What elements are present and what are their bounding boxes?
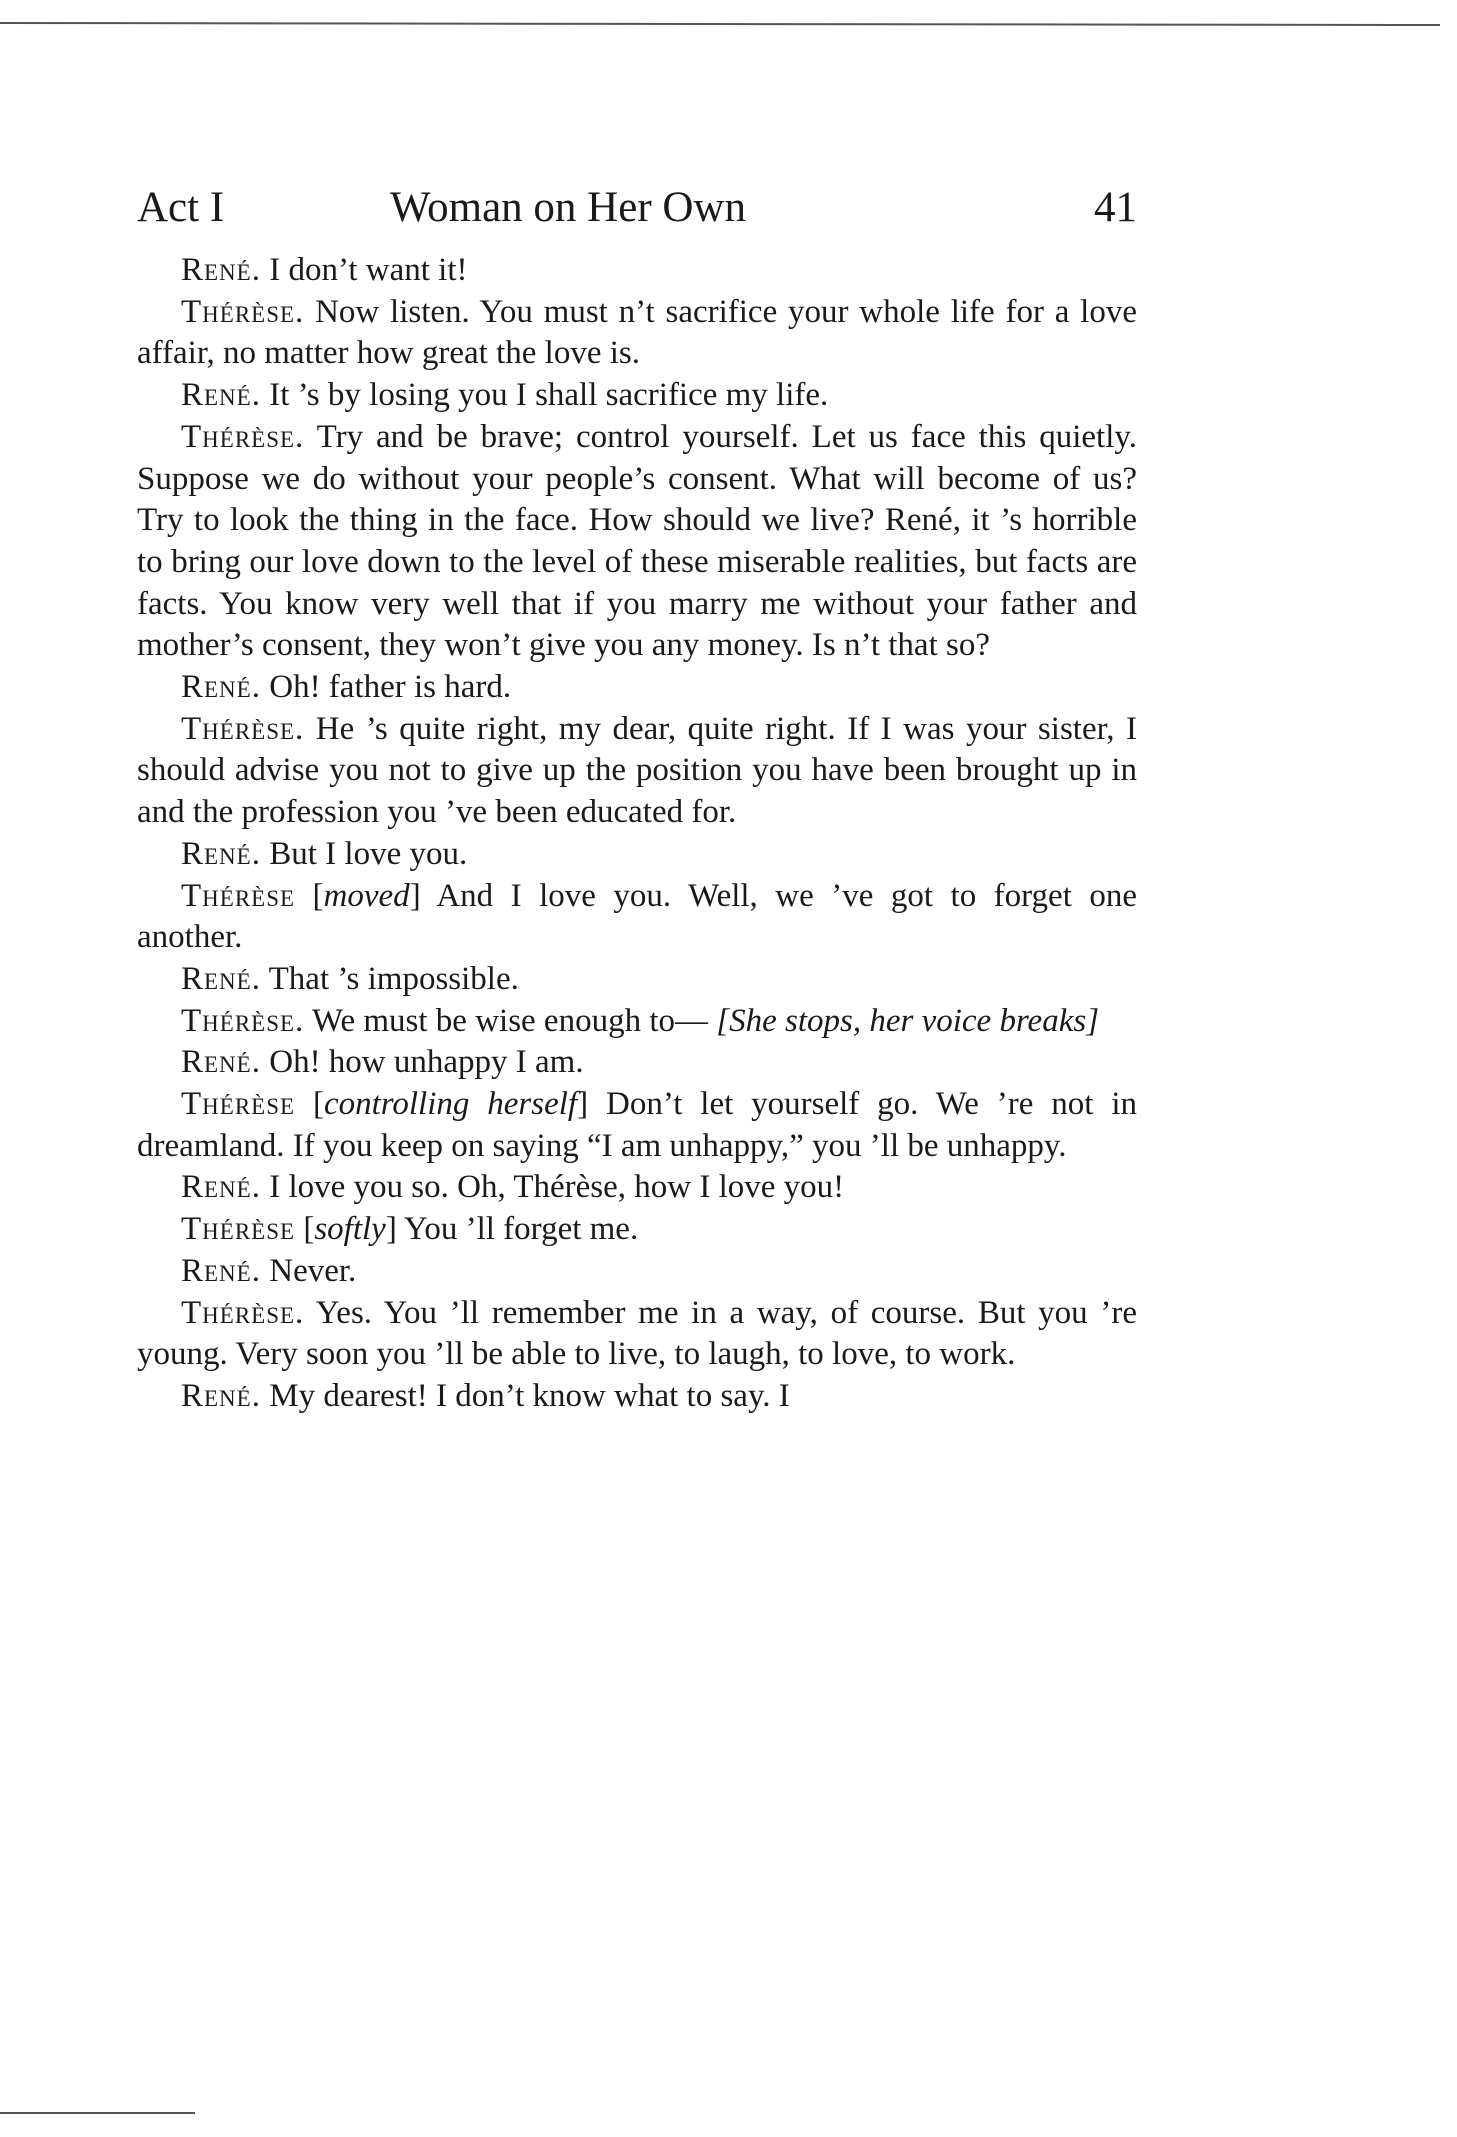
running-title: Woman on Her Own [390, 184, 746, 231]
bracket-open: [ [295, 1211, 315, 1248]
book-page [137, 178, 1137, 1418]
speech-text: We must be wise enough to— [304, 1002, 717, 1039]
dialogue-paragraph [137, 250, 1137, 292]
speech-text: That ’s impossible. [260, 960, 519, 997]
dialogue-paragraph [137, 1084, 1137, 1167]
speech-text: Yes. You ’ll remember me in a way, of course. But you ’re young. Very soon you ’ll be able to live, to laugh, to love, to work. [137, 1294, 1137, 1373]
speech-text: It ’s by losing you I shall sacrifice my life. [260, 377, 829, 414]
speaker-name: René. [181, 1252, 261, 1289]
speaker-name: René. [181, 252, 261, 288]
speaker-name: René. [181, 960, 261, 997]
speaker-name: Thérèse [181, 1086, 296, 1123]
speaker-name: Thérèse. [181, 1294, 305, 1331]
stage-direction: controlling herself [323, 1086, 578, 1123]
speaker-name: Thérèse. [181, 418, 305, 455]
dialogue-paragraph [137, 292, 1137, 375]
speaker-name: René. [181, 1044, 261, 1081]
bracket-open: [ [295, 877, 324, 914]
act-label: Act I [137, 184, 225, 231]
dialogue-paragraph [137, 959, 1137, 1001]
speech-text: Oh! father is hard. [260, 669, 512, 706]
top-rule [0, 22, 1440, 26]
speaker-name: René. [181, 1169, 261, 1206]
speech-text: And I love you. Well, we ’ve got to forget one another. [137, 877, 1137, 956]
dialogue-text [137, 250, 1137, 1418]
speech-text: Don’t let yourself go. We ’re not in dreamland. If you keep on saying “I am unhappy,” you ’ll be unhappy. [137, 1086, 1138, 1164]
speech-text: Oh! how unhappy I am. [260, 1044, 584, 1081]
dialogue-paragraph [137, 1042, 1137, 1084]
speaker-name: Thérèse. [181, 293, 305, 330]
dialogue-paragraph [137, 1251, 1137, 1293]
dialogue-paragraph [137, 375, 1137, 417]
speech-text: But I love you. [260, 835, 468, 872]
dialogue-paragraph [137, 709, 1137, 834]
speaker-name: René. [181, 669, 261, 706]
stage-direction: softly [314, 1211, 386, 1248]
speech-text: I don’t want it! [260, 252, 468, 288]
speaker-name: René. [181, 377, 261, 414]
dialogue-paragraph [137, 1293, 1137, 1376]
stage-direction: [She stops, her voice breaks] [716, 1002, 1100, 1039]
dialogue-paragraph [137, 834, 1137, 876]
dialogue-paragraph [137, 1001, 1137, 1043]
dialogue-paragraph [137, 1376, 1137, 1418]
page-number: 41 [1094, 184, 1137, 231]
speaker-name: Thérèse [181, 877, 296, 914]
speech-text: Try and be brave; control yourself. Let us face this quietly. Suppose we do without your people’s consent. What will become of us? Try to look the thing in the face. How should we live? René, it ’s horrible to bring our love down to the level of these miserable realities, but facts are facts. You know very well that if you marry me without your father and mother’s consent, they won’t give you any money. Is n’t that so? [137, 418, 1137, 664]
speech-text: I love you so. Oh, Thérèse, how I love you! [260, 1169, 845, 1206]
speaker-name: René. [181, 1377, 261, 1414]
bracket-close: ] [577, 1086, 606, 1123]
bracket-close: ] [385, 1211, 404, 1248]
dialogue-paragraph [137, 876, 1137, 959]
dialogue-paragraph [137, 1209, 1137, 1251]
dialogue-paragraph [137, 1167, 1137, 1209]
speaker-name: René. [181, 835, 261, 872]
dialogue-paragraph [137, 667, 1137, 709]
speech-text: My dearest! I don’t know what to say. I [260, 1377, 790, 1414]
bracket-close: ] [409, 877, 437, 914]
bottom-rule [0, 2112, 195, 2114]
speech-text: Now listen. You must n’t sacrifice your whole life for a love affair, no matter how great the love is. [137, 293, 1137, 372]
speaker-name: Thérèse [181, 1211, 296, 1248]
bracket-open: [ [295, 1086, 324, 1123]
speech-text: He ’s quite right, my dear, quite right. If I was your sister, I should advise you not to give up the position you have been brought up in and the profession you ’ve been educated for. [137, 710, 1137, 831]
dialogue-paragraph [137, 417, 1137, 667]
speech-text: You ’ll forget me. [403, 1211, 639, 1248]
speech-text: Never. [260, 1252, 357, 1289]
speaker-name: Thérèse. [181, 710, 305, 747]
running-head [137, 178, 1137, 238]
stage-direction: moved [323, 877, 410, 914]
speaker-name: Thérèse. [181, 1002, 305, 1039]
